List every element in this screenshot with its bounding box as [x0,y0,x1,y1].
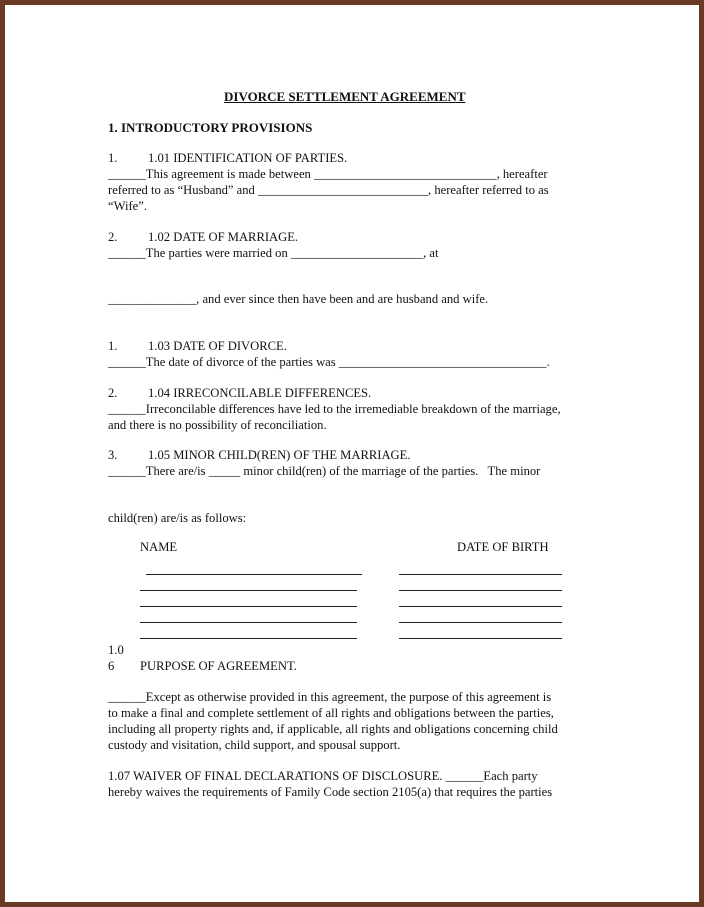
dob-blank-line[interactable] [399,574,562,575]
item-number: 2. [108,386,118,400]
clause-text: child(ren) are/is as follows: [108,511,247,525]
clause-heading-purpose: PURPOSE OF AGREEMENT. [140,659,297,673]
section-heading-introductory: 1. INTRODUCTORY PROVISIONS [108,120,313,135]
name-blank-line[interactable] [140,622,357,623]
clause-heading-minor-children: 1.05 MINOR CHILD(REN) OF THE MARRIAGE. [148,448,411,462]
item-number: 2. [108,230,118,244]
clause-text: and there is no possibility of reconciliation. [108,418,327,432]
column-header-name: NAME [140,540,178,554]
dob-blank-line[interactable] [399,606,562,607]
clause-text: custody and visitation, child support, and spousal support. [108,738,401,752]
item-number: 1. [108,339,118,353]
clause-text: ______There are/is _____ minor child(ren) of the marriage of the parties. The minor [108,464,541,478]
clause-heading-irreconcilable: 1.04 IRRECONCILABLE DIFFERENCES. [148,386,372,400]
clause-text: ______The date of divorce of the parties was _________________________________. [108,355,550,369]
clause-text: ______This agreement is made between _____________________________, hereafter [108,167,548,181]
document-title: DIVORCE SETTLEMENT AGREEMENT [224,89,466,104]
clause-text: “Wife”. [108,199,147,213]
dob-blank-line[interactable] [399,622,562,623]
clause-text: referred to as “Husband” and ___________________________, hereafter referred to as [108,183,549,197]
item-number: 3. [108,448,118,462]
dob-blank-line[interactable] [399,590,562,591]
column-header-date-of-birth: DATE OF BIRTH [457,540,549,554]
clause-text: ______________, and ever since then have been and are husband and wife. [108,292,489,306]
clause-text: to make a final and complete settlement of all rights and obligations between the parties, [108,706,554,720]
name-blank-line[interactable] [140,638,357,639]
clause-text: including all property rights and, if applicable, all rights and obligations concerning child [108,722,558,736]
clause-text: ______Irreconcilable differences have led to the irremediable breakdown of the marriage, [108,402,561,416]
clause-heading-identification: 1.01 IDENTIFICATION OF PARTIES. [148,151,348,165]
clause-text: hereby waives the requirements of Family Code section 2105(a) that requires the parties [108,785,553,799]
item-number: 6 [108,659,115,673]
clause-text: ______The parties were married on _____________________, at [108,246,439,260]
dob-blank-line[interactable] [399,638,562,639]
name-blank-line[interactable] [146,574,362,575]
clause-text: ______Except as otherwise provided in this agreement, the purpose of this agreement is [108,690,552,704]
name-blank-line[interactable] [140,606,357,607]
clause-heading-waiver: 1.07 WAIVER OF FINAL DECLARATIONS OF DISCLOSURE. ______Each party [108,769,538,783]
name-blank-line[interactable] [140,590,357,591]
clause-heading-divorce-date: 1.03 DATE OF DIVORCE. [148,339,287,353]
item-number: 1. [108,151,118,165]
clause-heading-marriage-date: 1.02 DATE OF MARRIAGE. [148,230,299,244]
item-number: 1.0 [108,643,124,657]
